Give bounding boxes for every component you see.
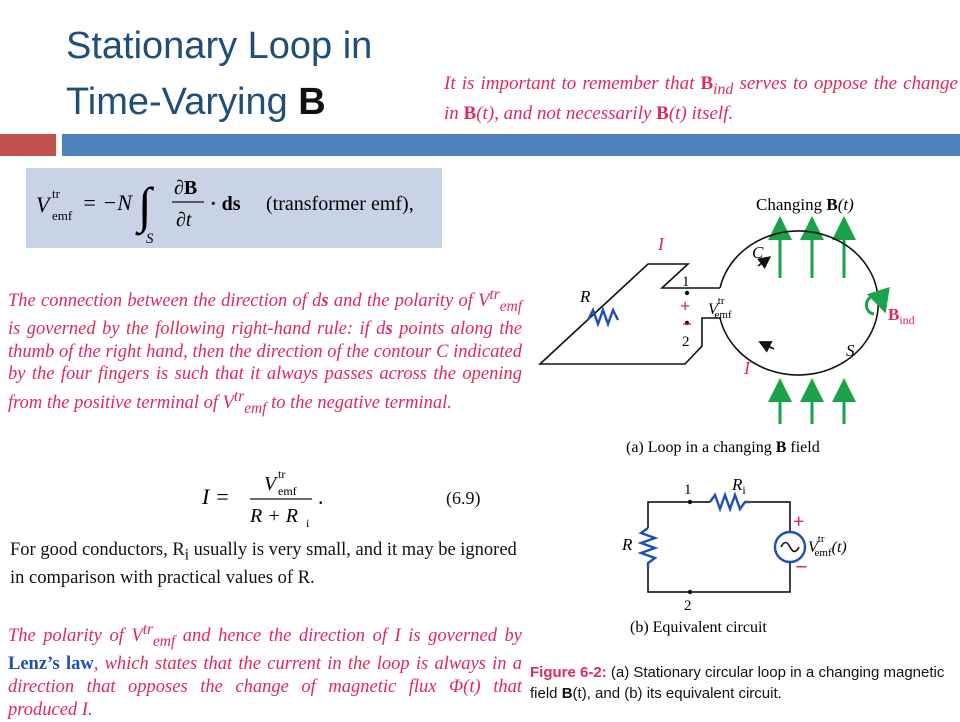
figure-caption-b: B <box>561 685 573 702</box>
note-b-ind: B <box>700 73 714 94</box>
lenz-text-2: and hence the direction of I is governed by <box>175 626 522 647</box>
accent-bar-red <box>0 134 56 156</box>
figure-b-caption: (b) Equivalent circuit <box>630 619 767 636</box>
rule-sup-1: tr <box>489 286 500 303</box>
v-emf-b-label <box>808 533 847 559</box>
v-emf-label <box>708 295 732 321</box>
changing-b-bold: B <box>826 195 838 214</box>
cond-text-2: usually is very small, and it may be ignored in comparison with practical values of R. <box>10 540 517 588</box>
b-ind-label <box>888 305 915 327</box>
ieq-den-sub: i <box>306 516 310 530</box>
figure-caption-text-1: (a) Stationary circular loop in a changing magnetic field <box>530 664 945 702</box>
circular-loop <box>717 231 878 375</box>
figure-a-loop <box>530 186 960 466</box>
label-r: R <box>580 287 591 306</box>
equation-number: (6.9) <box>446 488 481 508</box>
rule-sub-1: emf <box>499 297 523 315</box>
eq-label: (transformer emf), <box>266 193 414 215</box>
node-1-dot <box>688 500 692 504</box>
ieq-tail: . <box>318 484 324 509</box>
b-ind-curl-icon <box>866 296 882 314</box>
rule-text-2: and the polarity of V <box>328 291 490 312</box>
fig-a-caption-bold: B <box>775 439 787 456</box>
changing-b-label <box>756 195 854 214</box>
eq-partial-t: ∂t <box>176 209 192 231</box>
v-emf-b-v: V <box>808 539 818 556</box>
v-emf-sub: emf <box>714 309 732 321</box>
eq-partial-b: ∂B <box>174 177 198 199</box>
changing-b-prefix: Changing <box>756 195 827 214</box>
lenz-sub: emf <box>152 632 176 650</box>
figure-b-circuit <box>600 472 900 642</box>
lenz-text-1: The polarity of V <box>8 626 143 647</box>
eq-v-sub: emf <box>52 208 73 223</box>
lenz-sup: tr <box>142 621 153 638</box>
eq-lower-limit: S <box>146 231 154 247</box>
label-s: S <box>846 341 855 360</box>
note-text-3: (t), and not necessarily <box>476 102 657 124</box>
note-text-4: (t) itself. <box>668 102 734 124</box>
ieq-num-sub: emf <box>278 484 297 498</box>
eq-integral: ∫ <box>138 177 152 233</box>
right-hand-rule-paragraph <box>8 284 522 420</box>
fig-a-caption-suffix: field <box>786 439 820 456</box>
v-emf-v: V <box>708 301 718 318</box>
contour-arrow-bottom <box>764 344 774 349</box>
cond-text-1: For good conductors, R <box>10 540 185 560</box>
label-ri-r: R <box>732 475 743 494</box>
note-b-1: B <box>463 102 477 124</box>
rule-ds-1: s <box>321 291 329 312</box>
loop-lead-wire <box>540 264 720 364</box>
changing-b-suffix: (t) <box>837 195 854 214</box>
rule-ds-2: s <box>385 319 393 340</box>
note-b-2: B <box>656 102 669 124</box>
label-r-b: R <box>622 535 633 554</box>
accent-bar-blue <box>62 134 960 156</box>
ieq-den: R + R <box>250 505 298 527</box>
terminal-1-dot <box>685 291 689 295</box>
figure-caption <box>530 662 960 704</box>
eq-v: V <box>36 192 50 217</box>
rule-text-4: points along the thumb of the right hand, then the direction of the contour C indicated by the four fingers is such that it always passes across the opening from the positive terminal of V <box>8 319 522 413</box>
title-bold-b: B <box>298 81 326 123</box>
cond-sub: i <box>184 546 189 564</box>
terminal-1-label: 1 <box>682 274 690 290</box>
polarity-plus-b: + <box>793 511 805 533</box>
current-equation <box>200 466 350 530</box>
ieq-num-v: V <box>264 473 277 495</box>
v-emf-b-sub: emf <box>814 547 832 559</box>
label-i-top: I <box>658 234 664 254</box>
circuit-wire <box>648 502 790 592</box>
ieq-num-sup: tr <box>278 467 286 481</box>
v-emf-sup: tr <box>717 295 725 307</box>
slide-title <box>66 18 436 130</box>
rule-text-5: to the negative terminal. <box>266 393 452 413</box>
eq-v-sup: tr <box>52 186 60 201</box>
rule-sup-2: tr <box>233 387 245 405</box>
node-2-dot <box>688 590 692 594</box>
lenz-law-term: Lenz’s law <box>8 653 94 674</box>
polarity-minus: − <box>682 314 693 334</box>
figure-label: Figure 6-2: <box>530 664 607 681</box>
label-c: C <box>752 243 764 262</box>
figure-caption-text-2: (t), and (b) its equivalent circuit. <box>572 685 782 702</box>
ieq-lhs: I = <box>202 484 230 509</box>
v-emf-b-sup: tr <box>817 533 825 545</box>
fig-a-caption-prefix: (a) Loop in a changing <box>626 439 776 456</box>
reminder-note <box>444 72 958 126</box>
node-1-label: 1 <box>684 482 692 498</box>
v-emf-b-arg: (t) <box>831 539 847 556</box>
transformer-emf-equation <box>26 168 442 248</box>
label-i-bottom: I <box>744 358 750 378</box>
polarity-plus: + <box>680 296 691 316</box>
title-line-2-text: Time-Varying <box>66 81 299 123</box>
rule-text-3: is governed by the following right-hand rule: if d <box>8 319 386 340</box>
lenz-paragraph <box>8 618 522 722</box>
eq-dot-ds: · ds <box>210 193 241 215</box>
lenz-text-3: , which states that the current in the loop is always in a direction that opposes the change of magnetic flux Φ(t) that produced I. <box>8 653 522 720</box>
node-2-label: 2 <box>684 598 692 614</box>
polarity-minus-b: − <box>795 554 808 579</box>
equation-svg <box>26 168 442 248</box>
b-ind-b: B <box>888 305 900 324</box>
rule-sub-2: emf <box>244 399 267 417</box>
figure-a-caption <box>626 439 820 456</box>
label-ri-b <box>731 475 746 497</box>
note-text-2: serves to oppose the change in <box>444 73 958 124</box>
title-line-1: Stationary Loop in <box>66 25 373 67</box>
resistor-r-icon <box>588 310 618 324</box>
terminal-2-label: 2 <box>682 334 690 350</box>
title-line-2 <box>66 74 436 130</box>
note-ind-sub: ind <box>713 80 734 98</box>
eq-rhs: = −N <box>82 190 132 215</box>
conductor-paragraph <box>10 539 522 589</box>
rule-text-1: The connection between the direction of d <box>8 291 322 312</box>
label-ri-sub: i <box>742 483 746 497</box>
note-text-1: It is important to remember that <box>444 73 701 94</box>
b-ind-sub: ind <box>899 313 915 327</box>
